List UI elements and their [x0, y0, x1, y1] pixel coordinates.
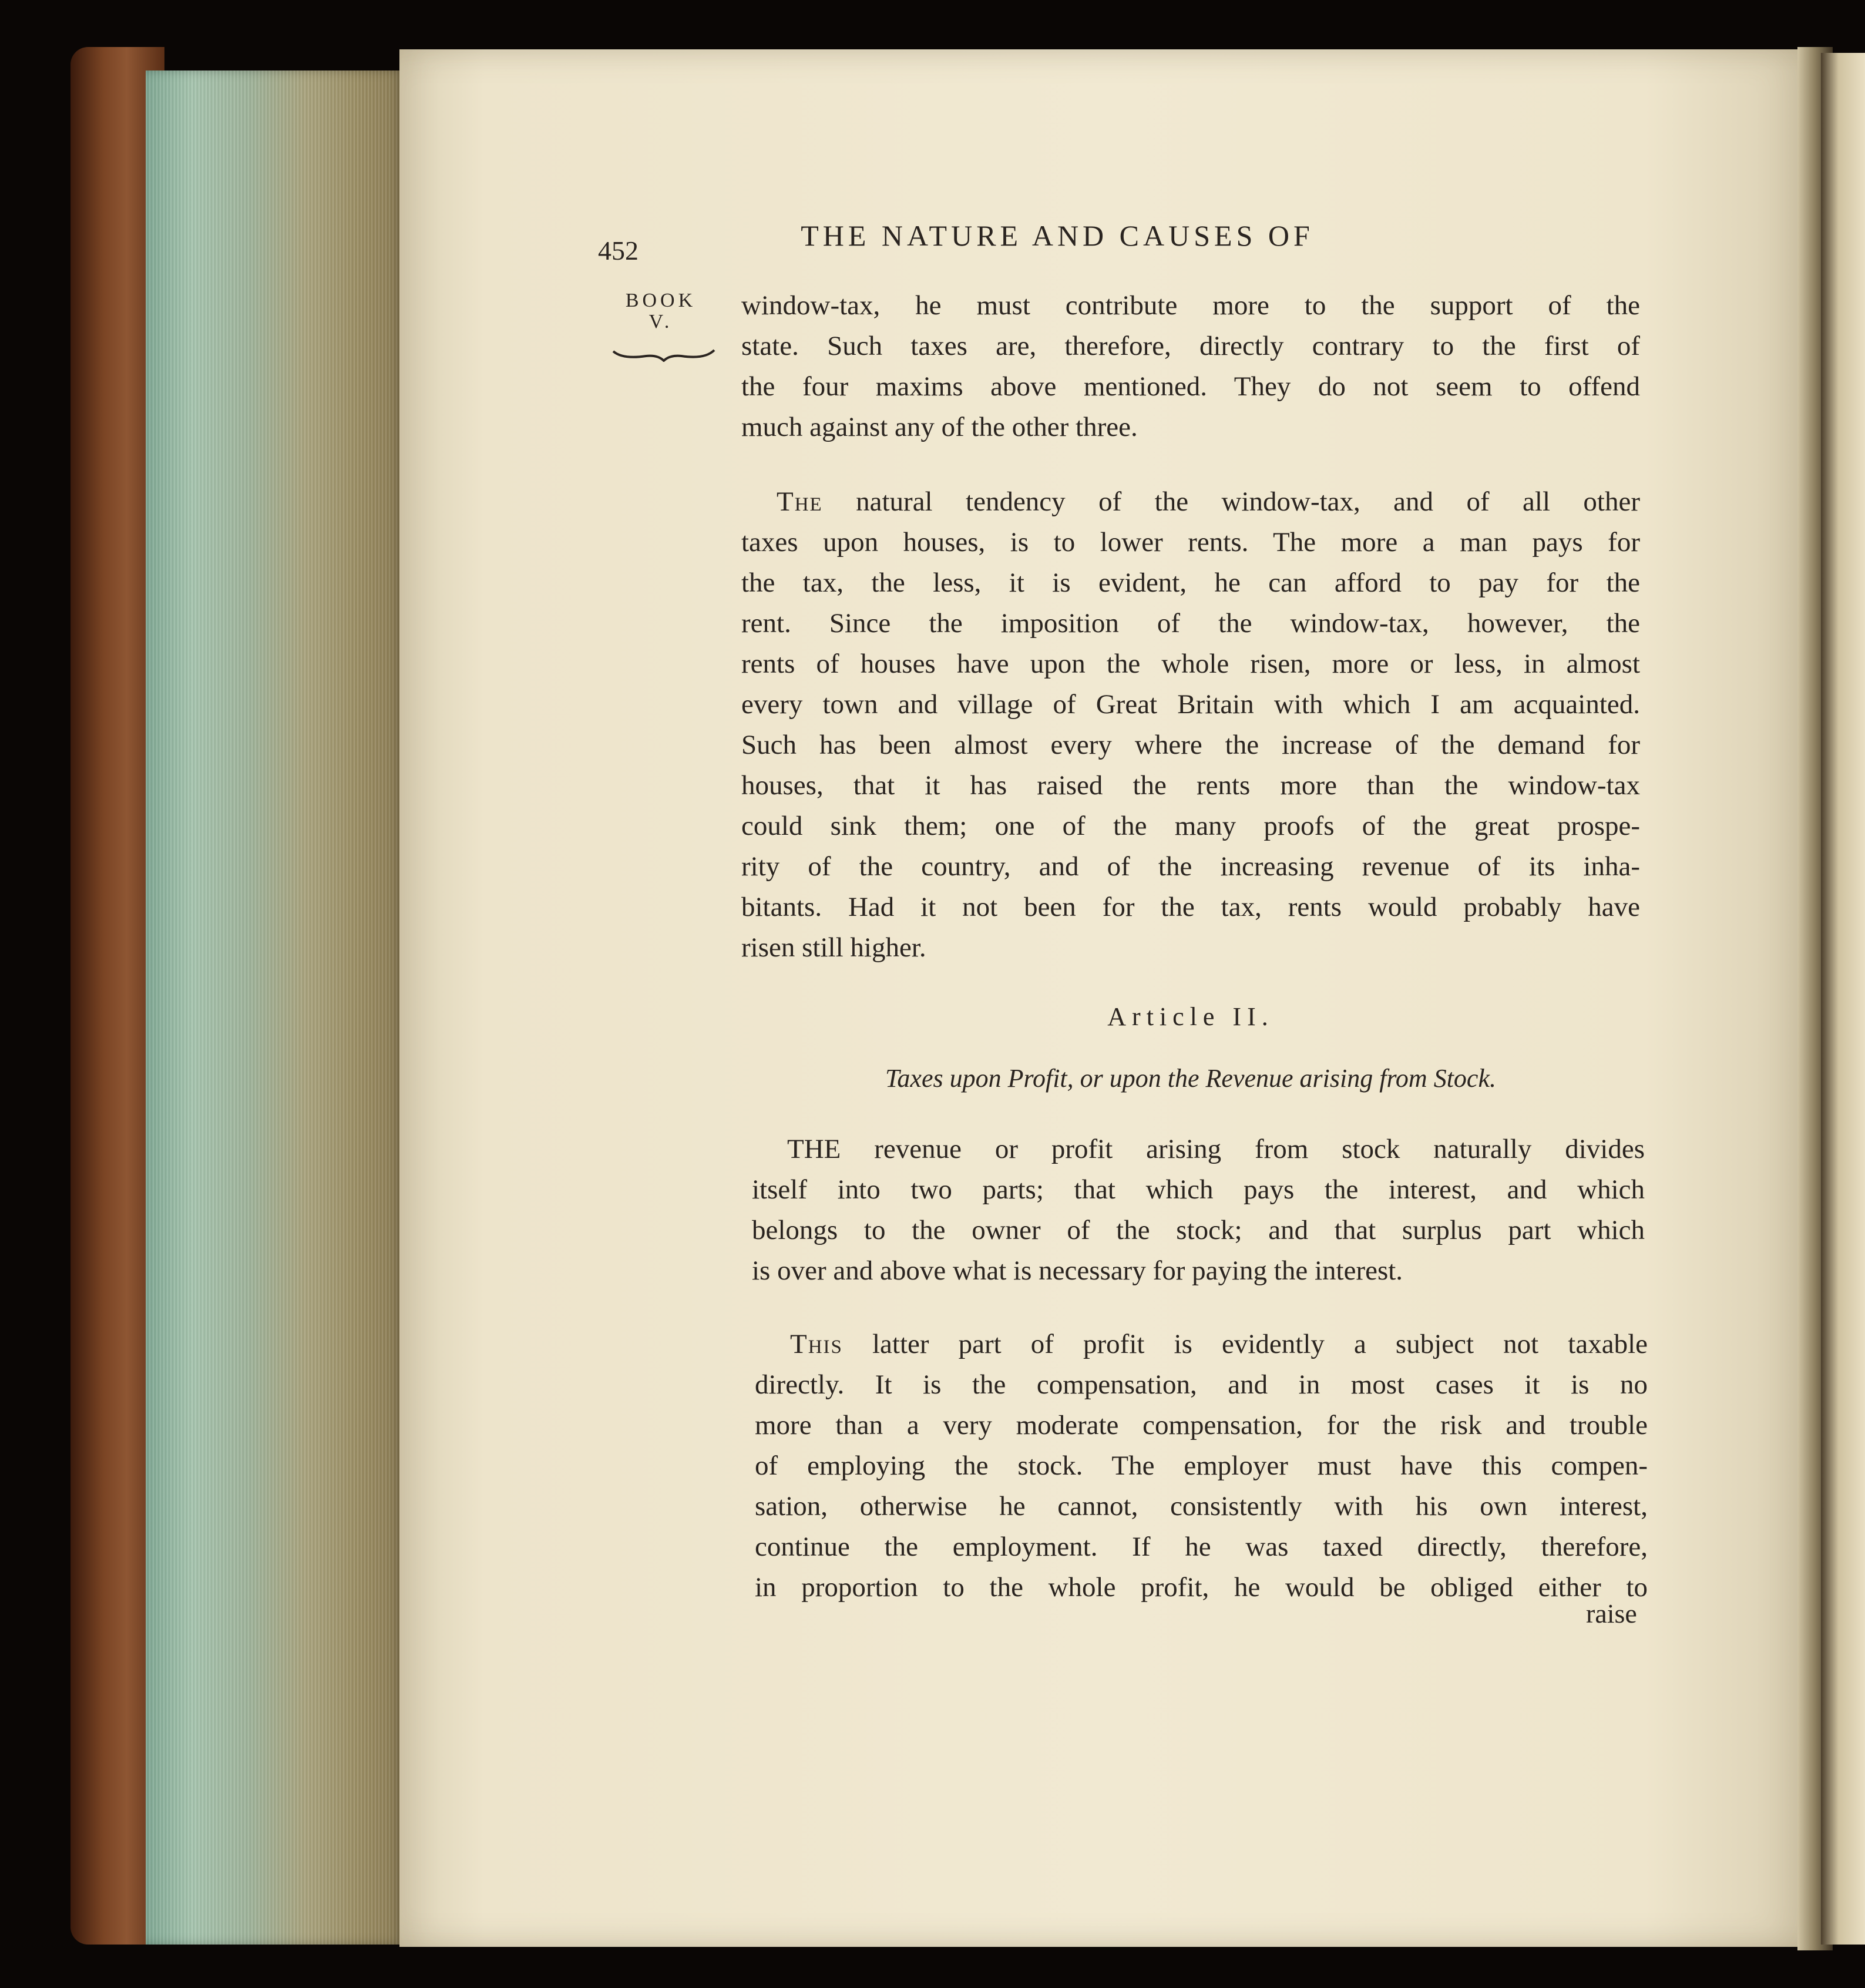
text-line: taxes upon houses, is to lower rents. The more a man pays for [741, 527, 1640, 558]
text-line: risen still higher. [741, 932, 926, 963]
catchword: raise [1586, 1599, 1637, 1628]
text-line: could sink them; one of the many proofs of the great prospe- [741, 811, 1640, 841]
text-line: of employing the stock. The employer must have this compen- [755, 1450, 1648, 1481]
running-head: THE NATURE AND CAUSES OF [801, 219, 1314, 252]
text-line: in proportion to the whole profit, he would be obliged either to [755, 1572, 1648, 1603]
text-line: the tax, the less, it is evident, he can afford to pay for the [741, 567, 1640, 598]
text-line: state. Such taxes are, therefore, directly contrary to the first of [741, 331, 1640, 361]
text-line: Such has been almost every where the increase of the demand for [741, 730, 1640, 760]
page-number: 452 [598, 236, 639, 266]
article-subtitle: Taxes upon Profit, or upon the Revenue arising from Stock. [885, 1064, 1496, 1093]
text-line: bitants. Had it not been for the tax, rents would probably have [741, 892, 1640, 922]
text-line: window-tax, he must contribute more to the support of the [741, 290, 1640, 321]
text-line: itself into two parts; that which pays the interest, and which [752, 1174, 1645, 1205]
paragraph-lead-word: This [790, 1329, 843, 1359]
text-line [741, 482, 1640, 522]
facing-page-edge [1821, 53, 1865, 1945]
text-line: rents of houses have upon the whole risen, more or less, in almost [741, 649, 1640, 679]
text-line: is over and above what is necessary for paying the interest. [752, 1255, 1403, 1286]
margin-note [605, 290, 717, 333]
margin-brace-ornament [611, 347, 717, 362]
paragraph-4 [755, 1324, 1648, 1608]
page-edges [146, 70, 404, 1945]
text-line: every town and village of Great Britain with which I am acquainted. [741, 689, 1640, 720]
text-line-rest: latter part of profit is evidently a subject not taxable [872, 1329, 1648, 1359]
paragraph-1 [741, 286, 1640, 448]
text-line: sation, otherwise he cannot, consistently with his own interest, [755, 1491, 1648, 1522]
margin-note-volume: V. [648, 311, 673, 333]
paragraph-3 [752, 1129, 1645, 1291]
article-heading: Article II. [1107, 1002, 1274, 1031]
margin-note-book: BOOK [625, 290, 697, 311]
text-line: continue the employment. If he was taxed directly, therefore, [755, 1532, 1648, 1562]
text-line: THE revenue or profit arising from stock naturally divides [787, 1134, 1645, 1164]
text-line-rest: natural tendency of the window-tax, and of all other [856, 486, 1640, 517]
text-line: much against any of the other three. [741, 412, 1138, 442]
text-line: the four maxims above mentioned. They do not seem to offend [741, 371, 1640, 402]
text-line: rity of the country, and of the increasing revenue of its inha- [741, 851, 1640, 882]
text-line [755, 1324, 1648, 1365]
paragraph-lead-word: The [777, 486, 823, 517]
paragraph-2 [741, 482, 1640, 968]
text-line: directly. It is the compensation, and in most cases it is no [755, 1369, 1648, 1400]
text-line: rent. Since the imposition of the window-tax, however, the [741, 608, 1640, 639]
text-line: more than a very moderate compensation, for the risk and trouble [755, 1410, 1648, 1440]
text-line: belongs to the owner of the stock; and that surplus part which [752, 1215, 1645, 1245]
text-line: houses, that it has raised the rents more than the window-tax [741, 770, 1640, 801]
